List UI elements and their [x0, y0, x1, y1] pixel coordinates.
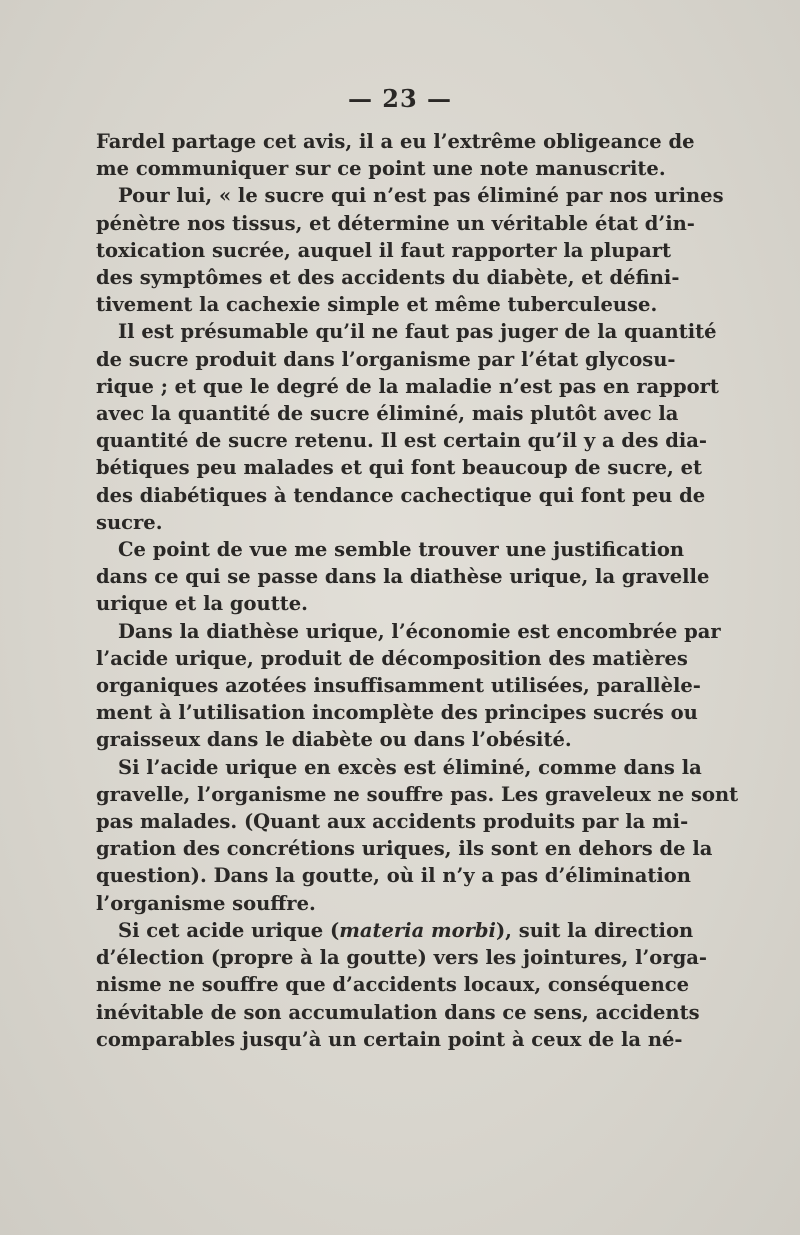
text-line — [96, 917, 694, 944]
text-segment: Si cet acide urique ( — [118, 918, 340, 942]
text-line: quantité de sucre retenu. Il est certain qu’il y a des dia- — [96, 429, 707, 453]
text-line: avec la quantité de sucre éliminé, mais plutôt avec la — [96, 402, 679, 426]
text-line: gravelle, l’organisme ne souffre pas. Les graveleux ne sont — [96, 782, 739, 806]
text-segment: ), suit la direction — [495, 918, 694, 942]
page-number: — 23 — — [347, 84, 453, 113]
text-line: graisseux dans le diabète ou dans l’obésité. — [96, 728, 572, 752]
text-line: organiques azotées insuffisamment utilisées, parallèle- — [96, 674, 701, 698]
text-line: l’acide urique, produit de décomposition des matières — [96, 646, 688, 670]
text-line: me communiquer sur ce point une note manuscrite. — [96, 157, 666, 181]
text-line: des symptômes et des accidents du diabète, et défini- — [96, 266, 680, 290]
text-line: Pour lui, « le sucre qui n’est pas éliminé par nos urines — [118, 184, 724, 208]
text-line: tivement la cachexie simple et même tuberculeuse. — [96, 293, 658, 317]
text-line: ment à l’utilisation incomplète des principes sucrés ou — [96, 701, 698, 725]
text-line: bétiques peu malades et qui font beaucoup de sucre, et — [96, 456, 703, 480]
text-line: sucre. — [96, 510, 163, 534]
text-line: Ce point de vue me semble trouver une justification — [118, 538, 685, 562]
text-line: pas malades. (Quant aux accidents produits par la mi- — [96, 810, 689, 834]
text-line: Dans la diathèse urique, l’économie est encombrée par — [118, 619, 721, 643]
text-line: question). Dans la goutte, où il n’y a pas d’élimination — [96, 864, 691, 888]
text-line: l’organisme souffre. — [96, 891, 316, 915]
text-line: comparables jusqu’à un certain point à ceux de la né- — [96, 1027, 683, 1051]
text-line: toxication sucrée, auquel il faut rapporter la plupart — [96, 238, 672, 262]
text-line: dans ce qui se passe dans la diathèse urique, la gravelle — [96, 565, 710, 589]
text-line: de sucre produit dans l’organisme par l’état glycosu- — [96, 347, 676, 371]
text-line: urique et la goutte. — [96, 592, 308, 616]
italic-term: materia morbi — [339, 918, 496, 942]
text-line: inévitable de son accumulation dans ce sens, accidents — [96, 1000, 700, 1024]
body-text — [96, 128, 739, 1053]
text-line: rique ; et que le degré de la maladie n’est pas en rapport — [96, 374, 719, 398]
text-line: nisme ne souffre que d’accidents locaux, conséquence — [96, 973, 690, 997]
text-line: Il est présumable qu’il ne faut pas juger de la quantité — [118, 320, 717, 344]
text-line: gration des concrétions uriques, ils sont en dehors de la — [96, 837, 713, 861]
text-line: pénètre nos tissus, et détermine un véritable état d’in- — [96, 211, 695, 235]
text-line: Si l’acide urique en excès est éliminé, comme dans la — [118, 755, 702, 779]
text-line: Fardel partage cet avis, il a eu l’extrême obligeance de — [96, 130, 695, 153]
text-line: d’élection (propre à la goutte) vers les jointures, l’orga- — [96, 946, 707, 970]
text-line: des diabétiques à tendance cachectique qui font peu de — [96, 483, 706, 507]
